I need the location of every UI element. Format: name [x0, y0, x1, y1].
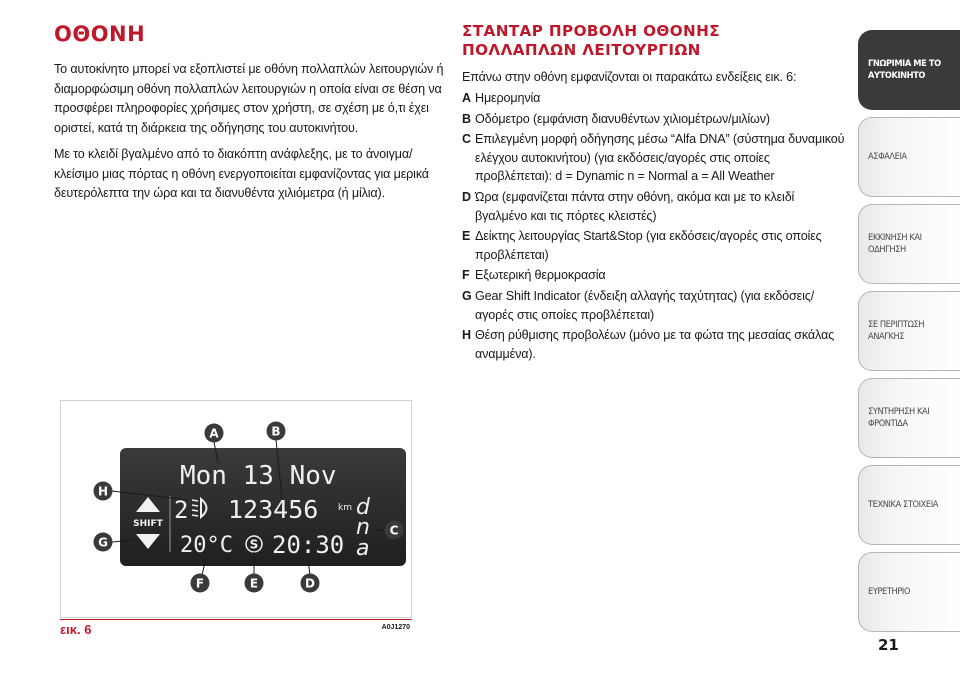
lcd-odometer: 123456	[228, 495, 319, 524]
lcd-temperature: 20°C	[180, 533, 233, 558]
paragraph-1: Το αυτοκίνητο μπορεί να εξοπλιστεί με οθόνη πολλαπλών λειτουργιών ή διαμορφώσιμη οθόνη πολλαπλών λειτουργιών η οποία είναι σε θέση να προσφέρει πληροφορίες χρήσιμες στον χρήστη, σε σχέση με ό,τι έχει οριστεί, κατά τη διάρκεια της οδήγησης του αυτοκινήτου.	[54, 62, 444, 135]
figure-caption: εικ. 6	[60, 622, 92, 637]
legend-item-e: E Δείκτης λειτουργίας Start&Stop (για εκδόσεις/αγορές στις οποίες προβλέπεται)	[462, 229, 822, 262]
svg-text:A: A	[209, 426, 219, 441]
shift-label: SHIFT	[133, 519, 163, 529]
svg-text:F: F	[195, 576, 205, 591]
display-illustration	[60, 400, 412, 618]
lcd-unit: km	[338, 503, 352, 513]
right-column	[462, 22, 847, 365]
legend-item-c: C Επιλεγμένη μορφή οδήγησης μέσω “Alfa DNA” (σύστημα δυναμικού ελέγχου αυτοκινήτου) (για εκδόσεις/αγορές στις οποίες προβλέπεται): d = Dynamic n = Normal a = All Weather	[462, 132, 845, 184]
tab-starting-driving[interactable]: ΕΚΚΙΝΗΣΗ ΚΑΙ ΟΔΗΓΗΣΗ	[858, 204, 960, 284]
tab-getting-to-know[interactable]: ΓΝΩΡΙΜΙΑ ΜΕ ΤΟ ΑΥΤΟΚΙΝΗΤΟ	[858, 30, 960, 110]
callout-g	[94, 533, 113, 552]
legend-list	[462, 89, 847, 363]
callout-c	[385, 521, 404, 540]
legend-item-d: D Ώρα (εμφανίζεται πάντα στην οθόνη, ακόμα και με το κλειδί βγαλμένο και τις πόρτες κλειστές)	[462, 189, 795, 223]
svg-text:D: D	[305, 576, 315, 591]
lcd-gear: 2	[174, 496, 189, 524]
figure-footer	[60, 619, 412, 635]
tab-emergency[interactable]: ΣΕ ΠΕΡΙΠΤΩΣΗ ΑΝΑΓΚΗΣ	[858, 291, 960, 371]
callout-h	[94, 482, 113, 501]
lcd-dna-a: a	[356, 536, 370, 561]
legend-intro: Επάνω στην οθόνη εμφανίζονται οι παρακάτω ενδείξεις εικ. 6:	[462, 70, 797, 84]
page-number: 21	[878, 636, 899, 654]
lcd-date: Mon 13 Nov	[180, 461, 337, 491]
tab-technical-data[interactable]: ΤΕΧΝΙΚΑ ΣΤΟΙΧΕΙΑ	[858, 465, 960, 545]
svg-text:G: G	[98, 535, 108, 550]
legend-item-h: H Θέση ρύθμισης προβολέων (μόνο με τα φώτα της μεσαίας σκάλας αναμμένα).	[462, 328, 835, 361]
svg-text:H: H	[97, 484, 109, 499]
lcd-dna-n: n	[356, 515, 370, 540]
lcd-time: 20:30	[272, 531, 345, 559]
tab-maintenance[interactable]: ΣΥΝΤΗΡΗΣΗ ΚΑΙ ΦΡΟΝΤΙΔΑ	[858, 378, 960, 458]
startstop-label: S	[249, 537, 259, 552]
subsection-title-line1: ΣΤΑΝΤΑΡ ΠΡΟΒΟΛΗ ΟΘΟΝΗΣ	[462, 22, 721, 40]
subsection-title-line2: ΠΟΛΛΑΠΛΩΝ ΛΕΙΤΟΥΡΓΙΩΝ	[462, 41, 701, 59]
left-column	[54, 22, 444, 211]
legend-item-a: A Ημερομηνία	[462, 91, 541, 105]
lcd-dna-d: d	[356, 495, 370, 520]
callout-a	[205, 424, 224, 443]
callout-b	[267, 422, 286, 441]
legend-item-f: F Εξωτερική θερμοκρασία	[462, 268, 606, 283]
callout-d	[301, 574, 320, 593]
callout-f	[191, 574, 210, 593]
paragraph-2: Με το κλειδί βγαλμένο από το διακόπτη ανάφλεξης, με το άνοιγμα/κλείσιμο μιας πόρτας η οθόνη ενεργοποιείται εμφανίζοντας για μερικά δευτερόλεπτα την ώρα και τα διανυθέντα χιλιόμετρα (ή μίλια).	[54, 147, 429, 200]
tab-safety[interactable]: ΑΣΦΑΛΕΙΑ	[858, 117, 960, 197]
section-title: ΟΘΟΝΗ	[54, 22, 146, 46]
legend-item-b: B Οδόμετρο (εμφάνιση διανυθέντων χιλιομέτρων/μιλίων)	[462, 111, 770, 126]
subsection-title	[462, 22, 847, 60]
callout-e	[245, 574, 264, 593]
svg-text:E: E	[249, 576, 259, 591]
svg-text:C: C	[389, 523, 399, 538]
figure-display	[60, 400, 412, 635]
legend-item-g: G Gear Shift Indicator (ένδειξη αλλαγής ταχύτητας) (για εκδόσεις/αγορές στις οποίες προβλέπεται)	[462, 288, 815, 322]
svg-text:B: B	[271, 424, 281, 439]
figure-code: A0J1270	[381, 624, 410, 631]
tab-index[interactable]: ΕΥΡΕΤΗΡΙΟ	[858, 552, 960, 632]
chapter-tabs	[858, 30, 960, 639]
